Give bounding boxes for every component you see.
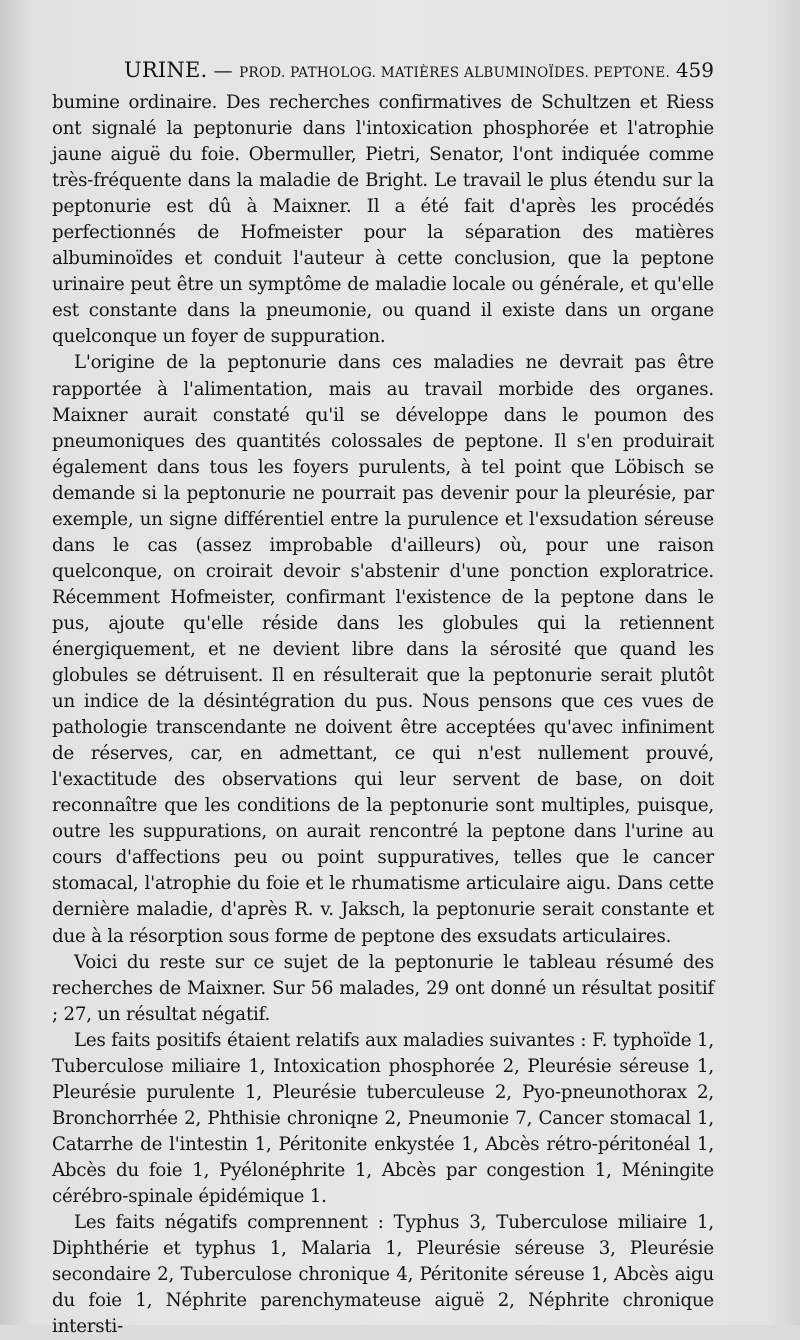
- paragraph: Les faits positifs étaient relatifs aux maladies suivantes : F. typhoïde 1, Tuberculose miliaire 1, Intoxication phosphorée 2, Pleurésie séreuse 1, Pleurésie purulente 1, Pleurésie tuberculeuse 2, Pyo-pneunothorax 2, Bronchorrhée 2, Phthisie chroniqne 2, Pneumonie 7, Cancer stomacal 1, Catarrhe de l'intestin 1, Péritonite enkystée 1, Abcès rétro-péritonéal 1, Abcès du foie 1, Pyélonéphrite 1, Abcès par congestion 1, Méningite cérébro-spinale épidémique 1.: [52, 1029, 714, 1207]
- paragraph: bumine ordinaire. Des recherches confirmatives de Schultzen et Riess ont signalé la peptonurie dans l'intoxication phosphorée et l'atrophie jaune aiguë du foie. Obermuller, Pietri, Senator, l'ont indiquée comme très-fréquente dans la maladie de Bright. Le travail le plus étendu sur la peptonurie est dû à Maixner. Il a été fait d'après les procédés perfectionnés de Hofmeister pour la séparation des matières albuminoïdes et conduit l'auteur à cette conclusion, que la peptone urinaire peut être un symptôme de maladie locale ou générale, et qu'elle est constante dans la pneumonie, ou quand il existe dans un organe quelconque un foyer de suppuration.: [52, 92, 714, 348]
- paragraph: Voici du reste sur ce sujet de la peptonurie le tableau résumé des recherches de Maixner. Sur 56 malades, 29 ont donné un résultat positif ; 27, un résultat négatif.: [52, 951, 714, 1025]
- running-title-main: URINE.: [124, 58, 208, 82]
- page-header: [50, 58, 714, 88]
- running-title-dash: —: [213, 60, 233, 82]
- running-title: [124, 58, 670, 82]
- page-number: 459: [675, 58, 714, 82]
- paragraph: Les faits négatifs comprennent : Typhus 3, Tuberculose miliaire 1, Diphthérie et typhus 1, Malaria 1, Pleurésie séreuse 3, Pleurésie secondaire 2, Tuberculose chronique 4, Péritonite séreuse 1, Abcès aigu du foie 1, Néphrite parenchymateuse aiguë 2, Néphrite chronique intersti-: [52, 1212, 714, 1338]
- body-text: [52, 90, 714, 1340]
- paragraph: L'origine de la peptonurie dans ces maladies ne devrait pas être rapportée à l'alimentation, mais au travail morbide des organes. Maixner aurait constaté qu'il se développe dans le poumon des pneumoniques des quantités colossales de peptone. Il s'en produirait également dans tous les foyers purulents, à tel point que Löbisch se demande si la peptonurie ne pourrait pas devenir pour la pleurésie, par exemple, un signe différentiel entre la purulence et l'exsudation séreuse dans le cas (assez improbable d'ailleurs) où, pour une raison quelconque, on croirait devoir s'abstenir d'une ponction exploratrice. Récemment Hofmeister, confirmant l'existence de la peptone dans le pus, ajoute qu'elle réside dans les globules qui la retiennent énergiquement, et ne devient libre dans la sérosité que quand les globules se détruisent. Il en résulterait que la peptonurie serait plutôt un indice de la désintégration du pus. Nous pensons que ces vues de pathologie transcendante ne doivent être acceptées qu'avec infiniment de réserves, car, en admettant, ce qui n'est nullement prouvé, l'exactitude des observations qui leur servent de base, on doit reconnaître que les conditions de la peptonurie sont multiples, puisque, outre les suppurations, on aurait rencontré la peptone dans l'urine au cours d'affections peu ou point suppuratives, telles que le cancer stomacal, l'atrophie du foie et le rhumatisme articulaire aigu. Dans cette dernière maladie, d'après R. v. Jaksch, la peptonurie serait constante et due à la résorption sous forme de peptone des exsudats articulaires.: [52, 352, 714, 947]
- running-title-rest: PROD. PATHOLOG. MATIÈRES ALBUMINOÏDES. PEPTONE.: [239, 65, 671, 81]
